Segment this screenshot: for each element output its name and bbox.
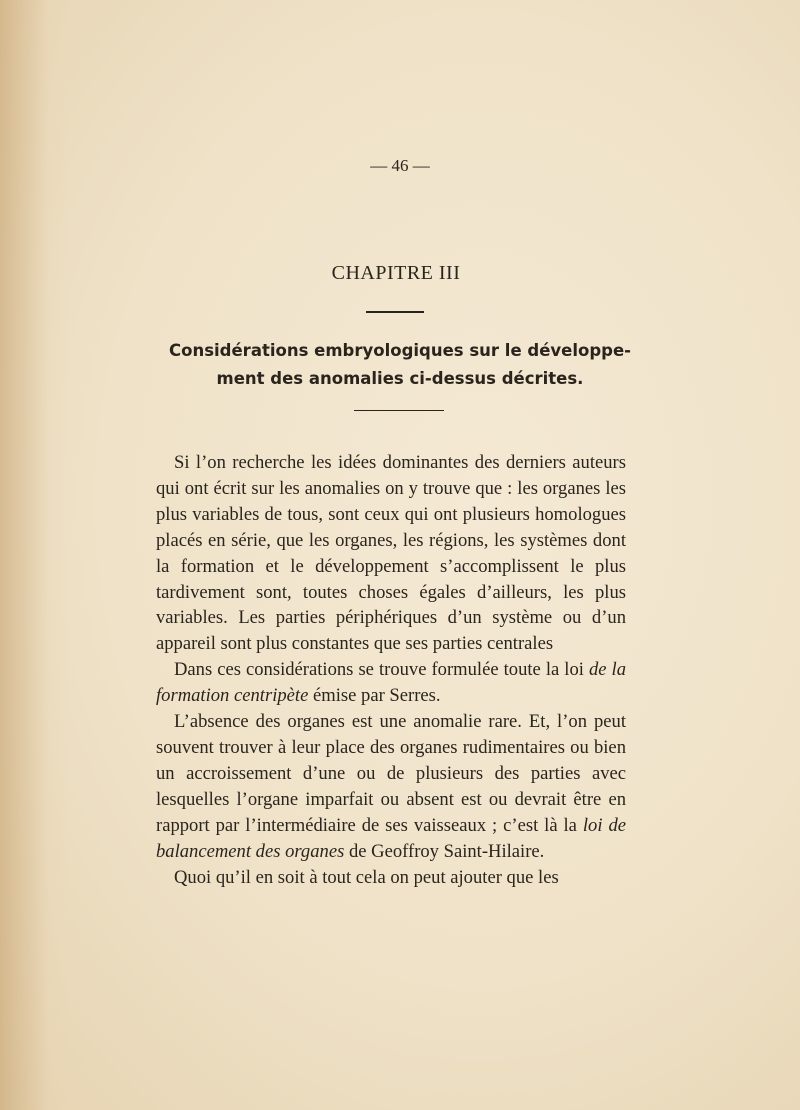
section-heading-line-1: Considérations embryologiques sur le développe- xyxy=(169,341,631,360)
paragraph-3-text: L’absence des organes est une anomalie rare. Et, l’on peut souvent trouver à leur place des organes rudimentaires ou bien un accroissement d’une ou de plusieurs des parties avec lesquelles l’organe imparfait ou absent est ou devrait être en rapport par l’intermédiaire de ses vaisseaux ; c’est là la xyxy=(156,711,626,836)
chapter-title: CHAPITRE III xyxy=(331,262,461,284)
paragraph-2 xyxy=(156,657,626,709)
paragraph-1: Si l’on recherche les idées dominantes des derniers auteurs qui ont écrit sur les anomalies on y trouve que : les organes les plus variables de tous, sont ceux qui ont plusieurs homologues placés en série, que les organes, les régions, les systèmes dont la formation et le développement s’accomplissent le plus tardivement sont, toutes choses égales d’ailleurs, les plus variables. Les parties périphériques d’un système ou d’un appareil sont plus constantes que ses parties centrales xyxy=(156,452,626,655)
section-heading-line-2: ment des anomalies ci-dessus décrites. xyxy=(216,369,584,388)
body-text xyxy=(156,450,626,890)
section-heading xyxy=(145,337,655,393)
paragraph-3-italic: loi de balancement des organes xyxy=(156,814,626,862)
paragraph-2-tail: émise par Serres. xyxy=(313,685,441,707)
chapter-rule xyxy=(366,311,424,313)
section-rule xyxy=(354,410,444,411)
paragraph-2-italic: de la formation centripète xyxy=(156,659,626,707)
paragraph-3 xyxy=(156,709,626,864)
paragraph-3-tail: de Geoffroy Saint-Hilaire. xyxy=(348,840,545,862)
paragraph-2-text: Dans ces considérations se trouve formulée toute la loi xyxy=(174,659,584,681)
paragraph-4: Quoi qu’il en soit à tout cela on peut ajouter que les xyxy=(174,866,559,888)
page-number: — 46 — xyxy=(370,156,430,175)
